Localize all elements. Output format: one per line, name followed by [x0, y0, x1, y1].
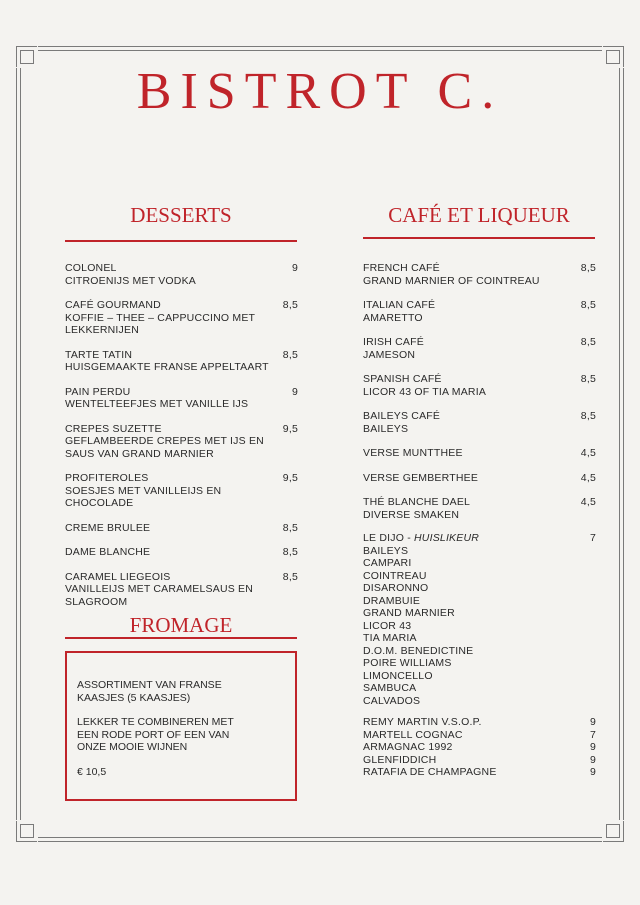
menu-item — [65, 546, 298, 559]
spirit-name: REMY MARTIN V.S.O.P. — [363, 716, 482, 728]
corner-ornament — [602, 820, 624, 842]
menu-item-description: BAILEYS — [363, 422, 409, 435]
cafe-rule — [363, 237, 595, 239]
menu-item-price: 9 — [291, 385, 298, 398]
cafe-list — [363, 262, 596, 533]
menu-item-price: 8,5 — [580, 336, 596, 348]
spirit-price: 9 — [589, 741, 596, 753]
spirit-name: ARMAGNAC 1992 — [363, 741, 453, 753]
dijo-liqueur: COINTREAU — [363, 569, 427, 582]
menu-item — [363, 410, 596, 435]
desserts-heading: DESSERTS — [130, 203, 232, 227]
spirit-item — [363, 716, 596, 729]
corner-ornament — [16, 820, 38, 842]
menu-item-price: 8,5 — [282, 299, 298, 311]
menu-item — [65, 571, 298, 609]
menu-item-description: KOFFIE – THEE – CAPPUCCINO MET LEKKERNIJEN — [65, 311, 255, 336]
fromage-description: ASSORTIMENT VAN FRANSE KAASJES (5 KAASJES) — [77, 679, 222, 704]
menu-item-description: DIVERSE SMAKEN — [363, 508, 460, 521]
menu-item-description: AMARETTO — [363, 311, 423, 324]
menu-item-name: VERSE MUNTTHEE — [363, 447, 463, 459]
fromage-box — [65, 651, 297, 801]
menu-item-price: 8,5 — [580, 299, 596, 311]
spirit-price: 7 — [589, 728, 596, 741]
fromage-pairing: LEKKER TE COMBINEREN MET EEN RODE PORT OF EEN VAN ONZE MOOIE WIJNEN — [77, 716, 234, 753]
menu-item-description: JAMESON — [363, 348, 416, 361]
dijo-liqueur-list — [363, 545, 596, 708]
menu-item-description: CITROENIJS MET VODKA — [65, 274, 196, 287]
menu-item-name: PAIN PERDU — [65, 385, 131, 398]
menu-item-name: CARAMEL LIEGEOIS — [65, 570, 171, 583]
spirit-price: 9 — [589, 753, 596, 766]
menu-item — [363, 472, 596, 485]
dijo-liqueur: CAMPARI — [363, 557, 412, 569]
menu-item-name: DAME BLANCHE — [65, 546, 151, 558]
spirits-list — [363, 716, 596, 779]
cafe-heading: CAFÉ ET LIQUEUR — [388, 203, 570, 227]
dijo-liqueur: POIRE WILLIAMS — [363, 657, 452, 669]
menu-item-price: 8,5 — [282, 546, 298, 558]
menu-item — [363, 496, 596, 521]
menu-item-price: 9 — [291, 262, 298, 274]
page-title: BISTROT C. — [136, 63, 504, 120]
spirit-name: RATAFIA DE CHAMPAGNE — [363, 766, 497, 778]
spirit-item — [363, 754, 596, 767]
menu-item-description: GRAND MARNIER OF COINTREAU — [363, 274, 540, 287]
spirit-price: 9 — [589, 766, 596, 778]
menu-item-price: 4,5 — [580, 447, 596, 459]
menu-item-price: 4,5 — [580, 471, 596, 484]
dijo-liqueur: DRAMBUIE — [363, 594, 421, 607]
dijo-liqueur: CALVADOS — [363, 694, 421, 707]
menu-item-name: CREPES SUZETTE — [65, 422, 162, 435]
fromage-heading: FROMAGE — [129, 613, 233, 637]
menu-item-price: 9,5 — [282, 422, 298, 435]
menu-item — [65, 386, 298, 411]
spirit-item — [363, 729, 596, 742]
menu-item — [65, 349, 298, 374]
dijo-liqueur: SAMBUCA — [363, 682, 417, 694]
menu-item-name: CAFÉ GOURMAND — [65, 299, 161, 311]
menu-item-price: 8,5 — [580, 262, 596, 274]
menu-item — [65, 472, 298, 510]
menu-item-price: 8,5 — [282, 521, 298, 534]
menu-item-name: COLONEL — [65, 262, 117, 274]
desserts-rule — [65, 240, 297, 242]
menu-item — [363, 336, 596, 361]
menu-item-name: SPANISH CAFÉ — [363, 373, 442, 385]
menu-item-name: FRENCH CAFÉ — [363, 262, 440, 274]
fromage-rule — [65, 637, 297, 639]
menu-item-name: CREME BRULEE — [65, 521, 151, 534]
menu-item — [363, 262, 596, 287]
menu-item-name: TARTE TATIN — [65, 348, 133, 361]
menu-item-description: VANILLEIJS MET CARAMELSAUS EN SLAGROOM — [65, 583, 254, 608]
menu-item-price: 8,5 — [282, 570, 298, 583]
dijo-section — [363, 532, 596, 707]
menu-item-description: LICOR 43 OF TIA MARIA — [363, 385, 487, 398]
menu-item-name: BAILEYS CAFÉ — [363, 410, 441, 422]
menu-item — [65, 262, 298, 287]
spirit-price: 9 — [589, 716, 596, 728]
dijo-liqueur: GRAND MARNIER — [363, 607, 455, 619]
menu-item-price: 8,5 — [282, 348, 298, 361]
desserts-list — [65, 262, 298, 620]
menu-item-name: ITALIAN CAFÉ — [363, 299, 436, 311]
menu-item-name: IRISH CAFÉ — [363, 336, 424, 348]
spirit-name: GLENFIDDICH — [363, 753, 437, 766]
spirit-item — [363, 741, 596, 754]
menu-item-description: SOESJES MET VANILLEIJS EN CHOCOLADE — [65, 484, 222, 509]
spirit-item — [363, 766, 596, 779]
menu-item — [65, 299, 298, 337]
fromage-price: € 10,5 — [77, 765, 107, 778]
menu-item — [65, 522, 298, 535]
menu-item-price: 9,5 — [282, 472, 298, 484]
menu-item-price: 8,5 — [580, 410, 596, 422]
dijo-liqueur: D.O.M. BENEDICTINE — [363, 644, 474, 657]
dijo-price: 7 — [589, 532, 596, 544]
menu-item — [363, 373, 596, 398]
menu-item — [363, 299, 596, 324]
menu-item-name: THÉ BLANCHE DAEL — [363, 496, 471, 508]
menu-item-price: 4,5 — [580, 496, 596, 508]
menu-item-price: 8,5 — [580, 373, 596, 385]
menu-item-name: VERSE GEMBERTHEE — [363, 471, 479, 484]
menu-item-description: HUISGEMAAKTE FRANSE APPELTAART — [65, 361, 269, 373]
dijo-liqueur: LICOR 43 — [363, 619, 412, 632]
menu-item-description: GEFLAMBEERDE CREPES MET IJS EN SAUS VAN GRAND MARNIER — [65, 435, 264, 460]
dijo-liqueur: LIMONCELLO — [363, 669, 433, 682]
menu-item — [363, 447, 596, 460]
dijo-liqueur: BAILEYS — [363, 544, 409, 557]
menu-item-description: WENTELTEEFJES MET VANILLE IJS — [65, 398, 249, 410]
dijo-title: LE DIJO - HUISLIKEUR — [363, 532, 480, 544]
menu-item — [65, 423, 298, 461]
menu-item-name: PROFITEROLES — [65, 472, 149, 484]
dijo-liqueur: TIA MARIA — [363, 632, 417, 644]
dijo-liqueur: DISARONNO — [363, 582, 429, 594]
spirit-name: MARTELL COGNAC — [363, 728, 463, 741]
